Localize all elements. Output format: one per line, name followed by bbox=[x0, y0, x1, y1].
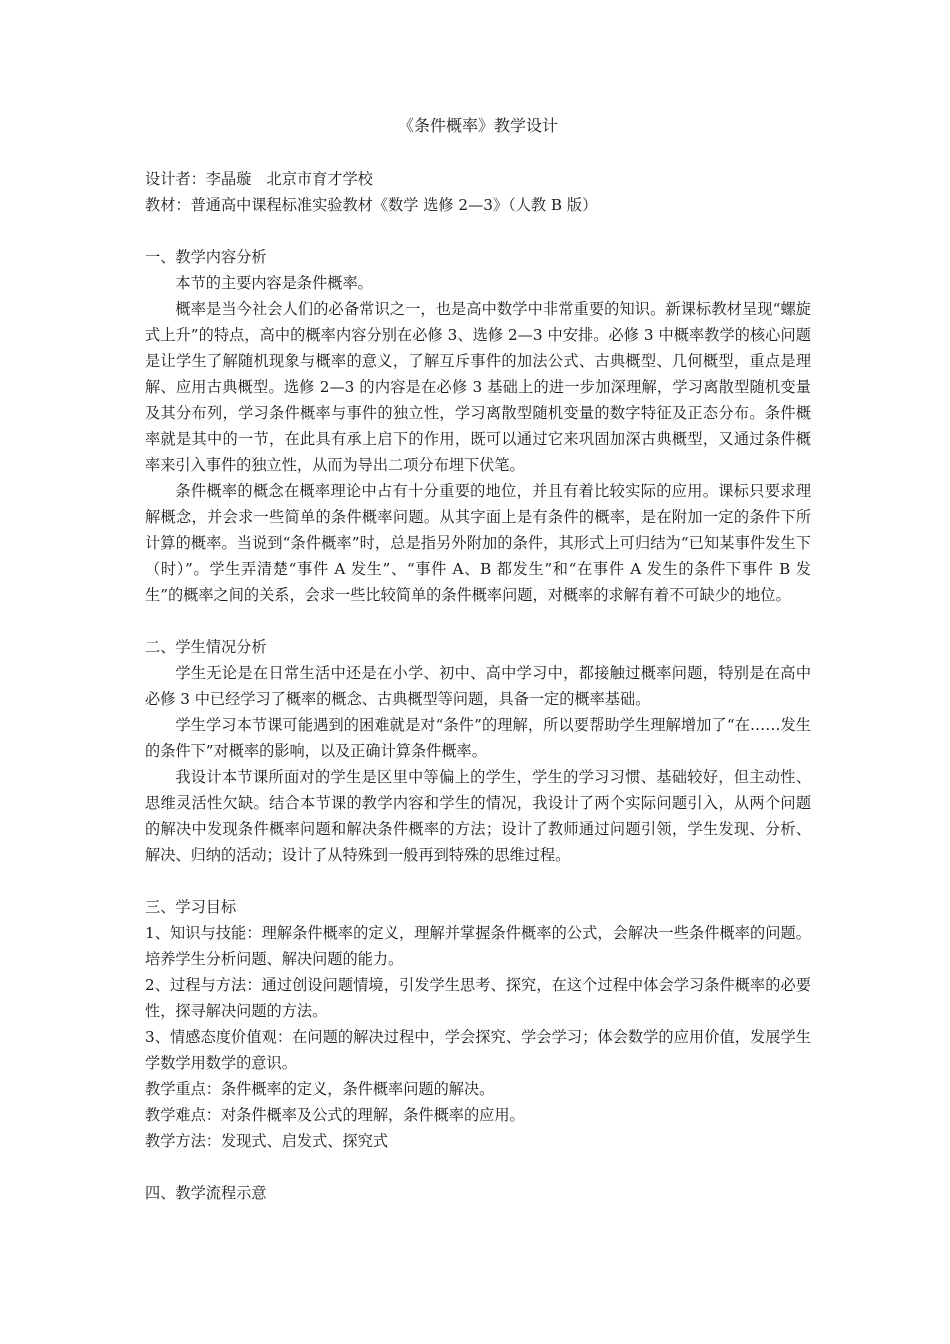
spacer bbox=[145, 218, 811, 244]
section-heading-content-analysis: 一、教学内容分析 bbox=[145, 248, 267, 266]
section-heading-student-analysis: 二、学生情况分析 bbox=[145, 638, 267, 656]
spacer bbox=[145, 608, 811, 634]
goal-item: 1、知识与技能：理解条件概率的定义，理解并掌握条件概率的公式，会解决一些条件概率的问题。培养学生分析问题、解决问题的能力。 bbox=[145, 924, 811, 968]
teaching-method: 教学方法：发现式、启发式、探究式 bbox=[145, 1132, 388, 1150]
teaching-focus: 教学重点：条件概率的定义，条件概率问题的解决。 bbox=[145, 1080, 495, 1098]
paragraph: 我设计本节课所面对的学生是区里中等偏上的学生，学生的学习习惯、基础较好，但主动性、思维灵活性欠缺。结合本节课的教学内容和学生的情况，我设计了两个实际问题引入，从两个问题的解决中发现条件概率问题和解决条件概率的方法；设计了教师通过问题引领，学生发现、分析、解决、归纳的活动；设计了从特殊到一般再到特殊的思维过程。 bbox=[145, 768, 811, 864]
section-heading-learning-goals: 三、学习目标 bbox=[145, 898, 237, 916]
spacer bbox=[145, 1154, 811, 1180]
designer-line: 设计者：李晶璇 北京市育才学校 bbox=[145, 170, 373, 188]
goal-item: 2、过程与方法：通过创设问题情境，引发学生思考、探究，在这个过程中体会学习条件概率的必要性，探寻解决问题的方法。 bbox=[145, 976, 811, 1020]
paragraph: 本节的主要内容是条件概率。 bbox=[175, 274, 373, 292]
textbook-line: 教材：普通高中课程标准实验教材《数学 选修 2—3》（人教 B 版） bbox=[145, 196, 598, 214]
section-heading-teaching-flow: 四、教学流程示意 bbox=[145, 1184, 267, 1202]
spacer bbox=[145, 868, 811, 894]
paragraph: 学生无论是在日常生活中还是在小学、初中、高中学习中，都接触过概率问题，特别是在高中必修 3 中已经学习了概率的概念、古典概型等问题，具备一定的概率基础。 bbox=[145, 664, 811, 708]
goal-item: 3、情感态度价值观：在问题的解决过程中，学会探究、学会学习；体会数学的应用价值，发展学生学数学用数学的意识。 bbox=[145, 1028, 811, 1072]
document-page bbox=[145, 112, 811, 1206]
document-title: 《条件概率》教学设计 bbox=[397, 116, 558, 135]
paragraph: 条件概率的概念在概率理论中占有十分重要的地位，并且有着比较实际的应用。课标只要求理解概念，并会求一些简单的条件概率问题。从其字面上是有条件的概率，是在附加一定的条件下所计算的概率。当说到“条件概率”时，总是指另外附加的条件，其形式上可归结为“已知某事件发生下（时）”。学生弄清楚“事件 A 发生”、“事件 A、B 都发生”和“在事件 A 发生的条件下事件 B 发生”的概率之间的关系，会求一些比较简单的条件概率问题，对概率的求解有着不可缺少的地位。 bbox=[145, 482, 811, 604]
paragraph: 概率是当今社会人们的必备常识之一，也是高中数学中非常重要的知识。新课标教材呈现“螺旋式上升”的特点，高中的概率内容分别在必修 3、选修 2—3 中安排。必修 3 中概率教学的核心问题是让学生了解随机现象与概率的意义，了解互斥事件的加法公式、古典概型、几何概型，重点是理解、应用古典概型。选修 2—3 的内容是在必修 3 基础上的进一步加深理解，学习离散型随机变量及其分布列，学习条件概率与事件的独立性，学习离散型随机变量的数字特征及正态分布。条件概率就是其中的一节，在此具有承上启下的作用，既可以通过它来巩固加深古典概型，又通过条件概率来引入事件的独立性，从而为导出二项分布埋下伏笔。 bbox=[145, 300, 811, 474]
paragraph: 学生学习本节课可能遇到的困难就是对“条件”的理解，所以要帮助学生理解增加了“在……发生的条件下”对概率的影响，以及正确计算条件概率。 bbox=[145, 716, 811, 760]
teaching-difficulty: 教学难点：对条件概率及公式的理解，条件概率的应用。 bbox=[145, 1106, 525, 1124]
